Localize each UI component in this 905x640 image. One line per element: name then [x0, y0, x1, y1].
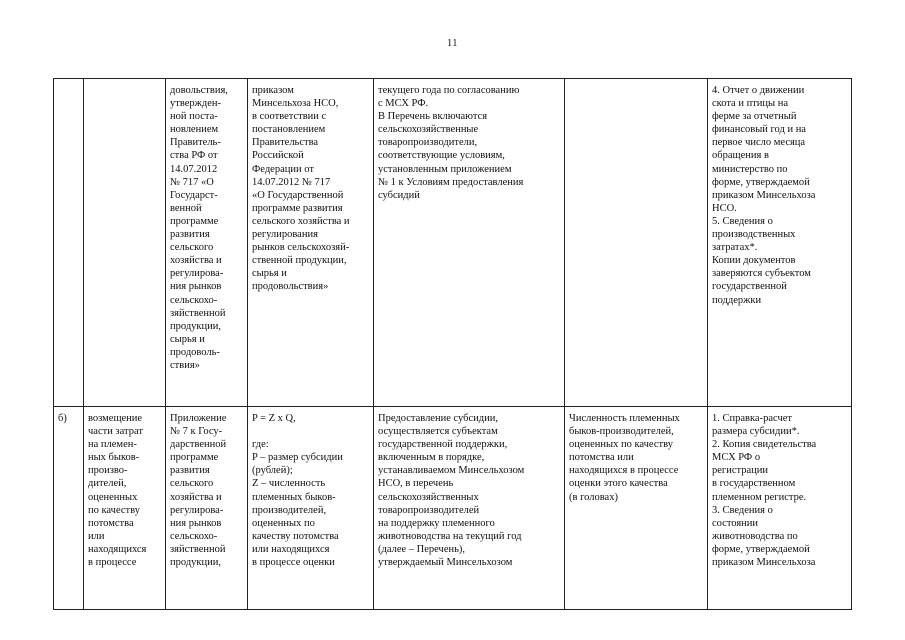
- table-cell: [84, 79, 166, 407]
- table-cell: возмещение части затрат на племен- ных быков- произво- дителей, оцененных по качеству потомства или находящихся в процессе: [84, 407, 166, 610]
- subsidy-table: [53, 78, 852, 610]
- table-cell: [54, 79, 84, 407]
- table-row-continued: [54, 79, 852, 407]
- table-cell: довольствия, утвержден- ной поста- новлением Правитель- ства РФ от 14.07.2012 № 717 «О Государст- венной программе развития сельского хозяйства и регулирова- ния рынков сельскохо- зяйственной продукции, сырья и продоволь- ствия»: [166, 79, 248, 407]
- page-number: 11: [446, 38, 459, 49]
- table-cell: Численность племенных быков-производителей, оцененных по качеству потомства или находящихся в процессе оценки этого качества (в головах): [565, 407, 708, 610]
- row-marker: б): [54, 407, 84, 610]
- table-cell: текущего года по согласованию с МСХ РФ. В Перечень включаются сельскохозяйственные товаропроизводители, соответствующие условиям, установленным приложением № 1 к Условиям предоставления субсидий: [374, 79, 565, 407]
- table-cell: приказом Минсельхоза НСО, в соответствии с постановлением Правительства Российской Федерации от 14.07.2012 № 717 «О Государственной программе развития сельского хозяйства и регулирования рынков сельскохозяй- ственной продукции, сырья и продовольствия»: [248, 79, 374, 407]
- table-cell: [565, 79, 708, 407]
- table-row-b: [54, 407, 852, 610]
- formula-cell: P = Z x Q, где: P – размер субсидии (рублей); Z – численность племенных быков- производителей, оцененных по качеству потомства или находящихся в процессе оценки: [248, 407, 374, 610]
- table-cell: Предоставление субсидии, осуществляется субъектам государственной поддержки, включенным в порядке, устанавливаемом Минсельхозом НСО, в перечень сельскохозяйственных товаропроизводителей на поддержку племенного животноводства на текущий год (далее – Перечень), утверждаемый Минсельхозом: [374, 407, 565, 610]
- table-cell: 4. Отчет о движении скота и птицы на ферме за отчетный финансовый год и на первое число месяца обращения в министерство по форме, утверждаемой приказом Минсельхоза НСО. 5. Сведения о производственных затратах*. Копии документов заверяются субъектом государственной поддержки: [708, 79, 852, 407]
- table-cell: 1. Справка-расчет размера субсидии*. 2. Копия свидетельства МСХ РФ о регистрации в государственном племенном регистре. 3. Сведения о состоянии животноводства по форме, утверждаемой приказом Минсельхоза: [708, 407, 852, 610]
- table-cell: Приложение № 7 к Госу- дарственной программе развития сельского хозяйства и регулирова- ния рынков сельскохо- зяйственной продукции,: [166, 407, 248, 610]
